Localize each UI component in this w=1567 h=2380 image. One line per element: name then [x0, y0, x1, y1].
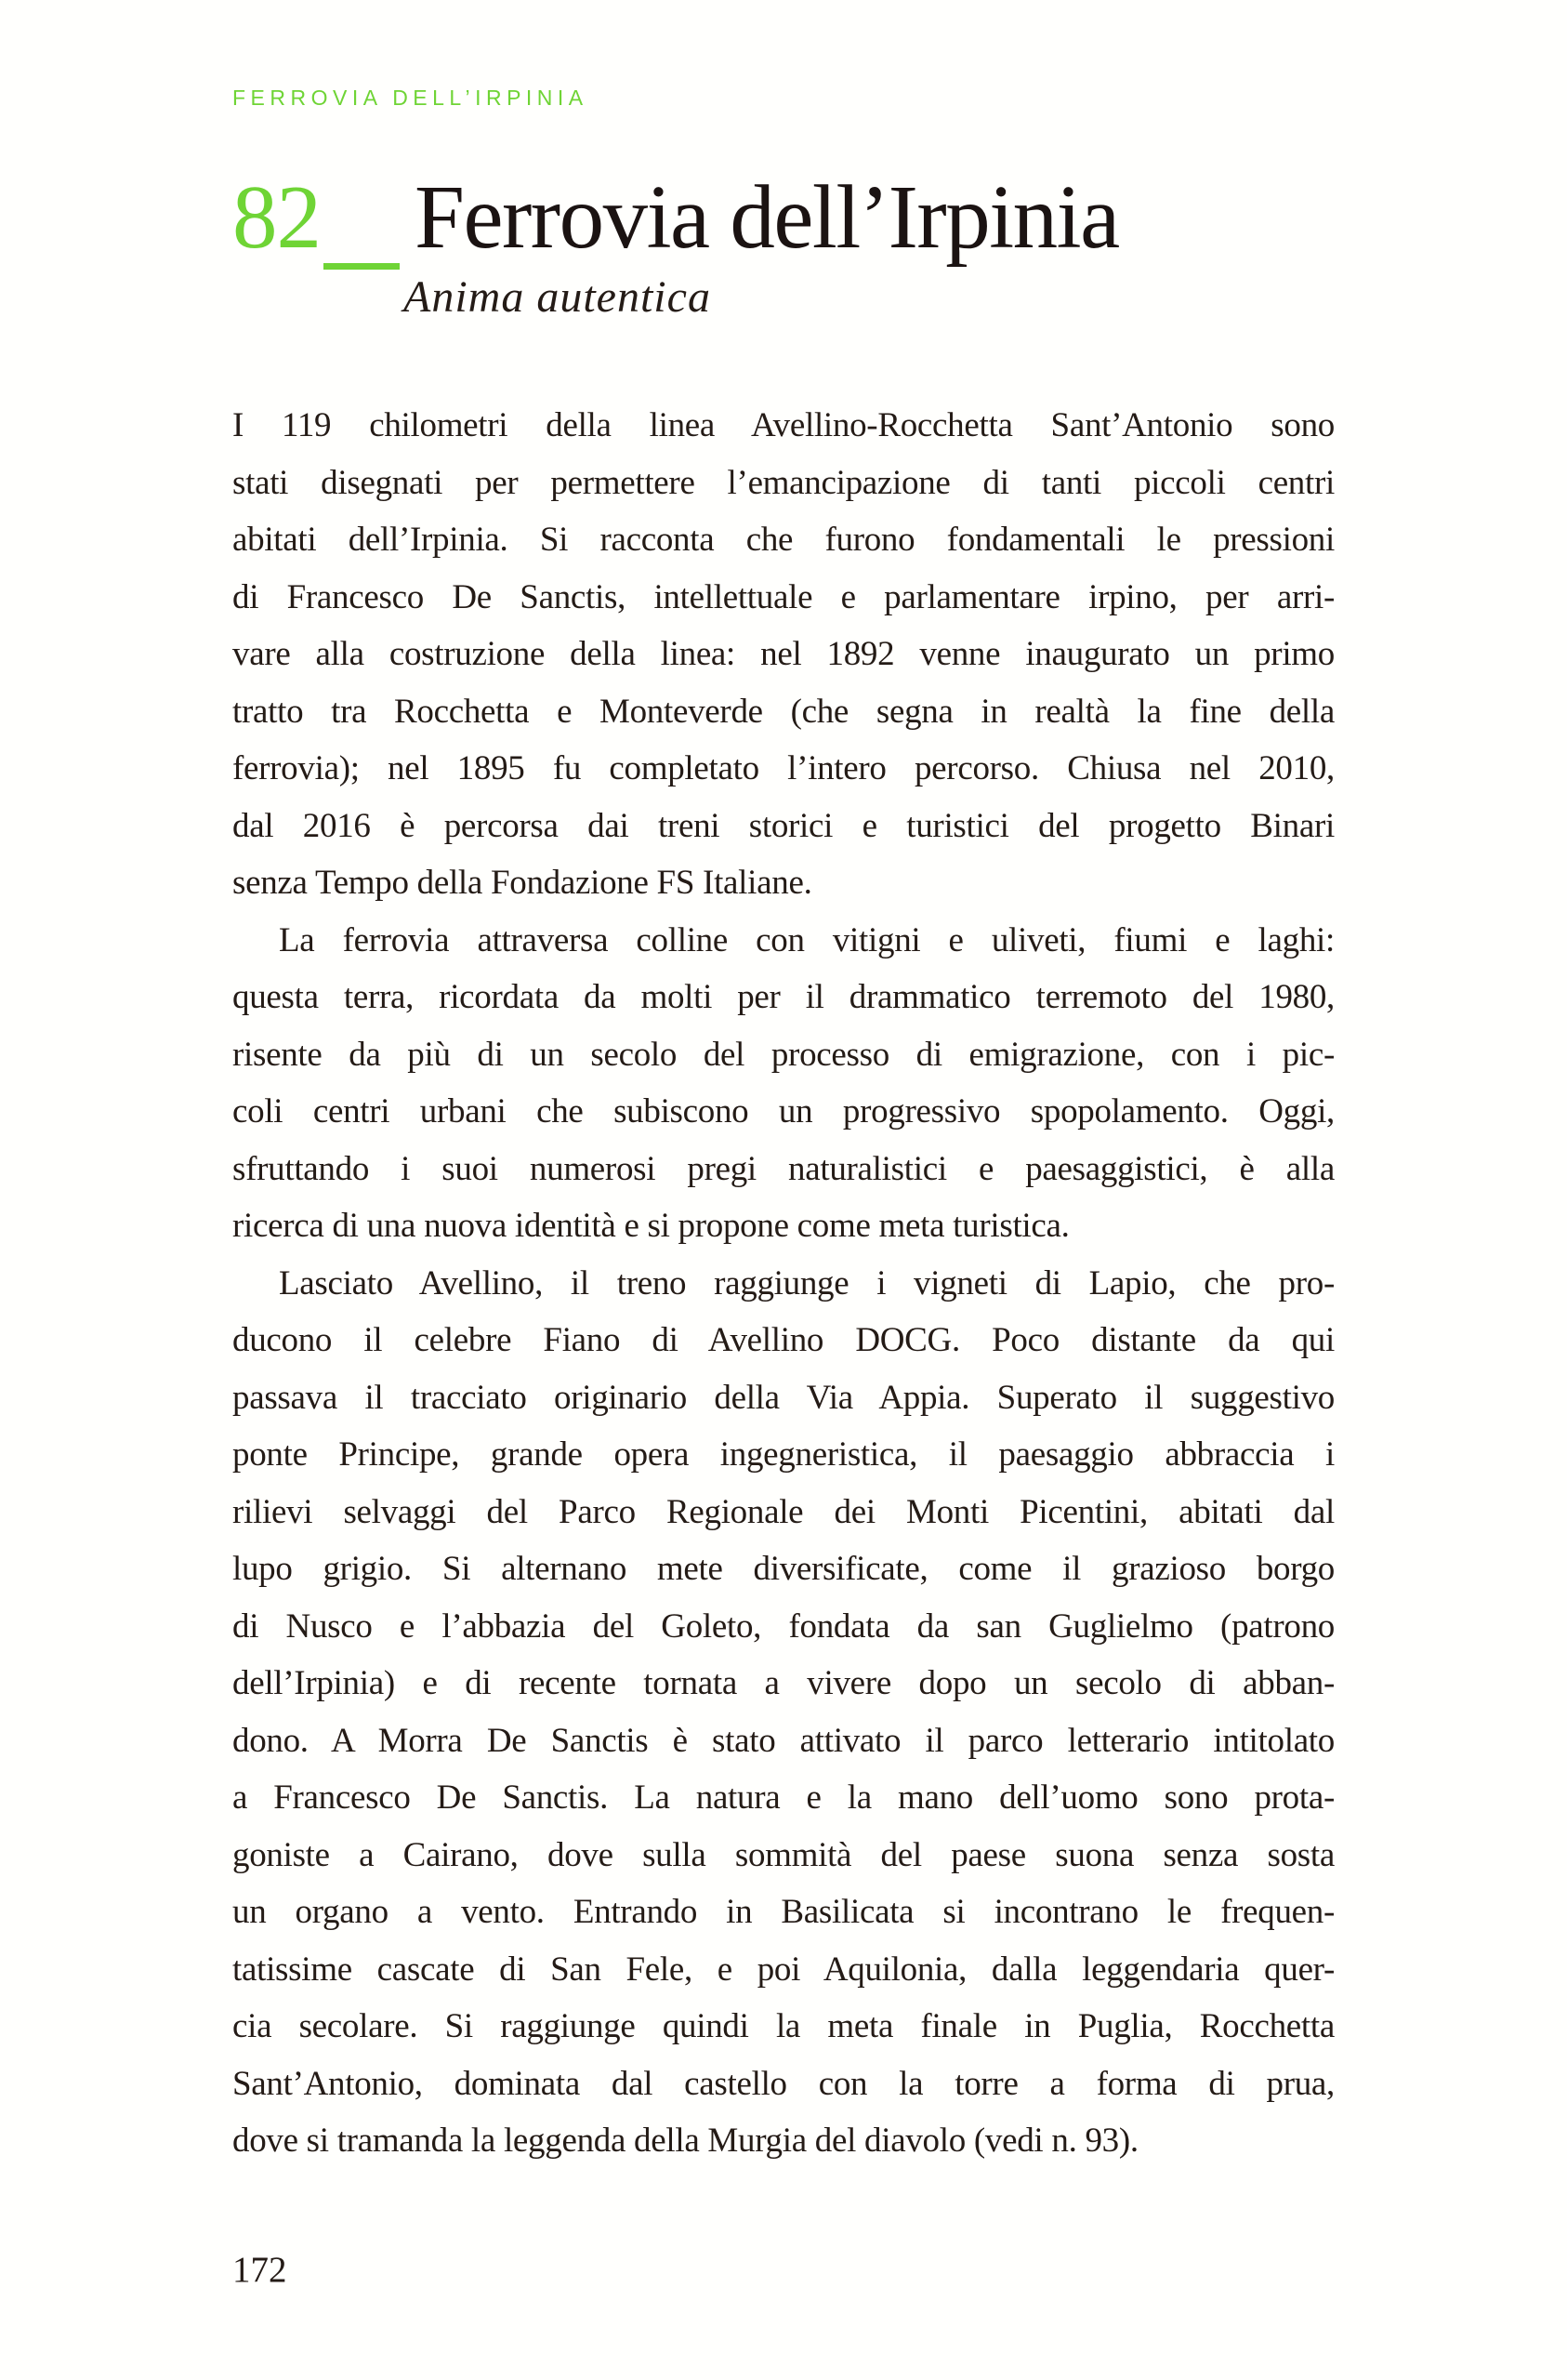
- chapter-number: 82: [232, 167, 321, 267]
- text-line: dal 2016 è percorsa dai treni storici e turistici del progetto Binari: [232, 806, 1335, 845]
- chapter-subtitle: Anima autentica: [403, 272, 711, 322]
- text-line: lupo grigio. Si alternano mete diversificate, come il grazioso borgo: [232, 1550, 1335, 1588]
- text-line: goniste a Cairano, dove sulla sommità del paese suona senza sosta: [232, 1835, 1335, 1874]
- text-line: sfruttando i suoi numerosi pregi naturalistici e paesaggistici, è alla: [232, 1149, 1335, 1188]
- text-line: ducono il celebre Fiano di Avellino DOCG. Poco distante da qui: [232, 1321, 1335, 1359]
- text-line: vare alla costruzione della linea: nel 1892 venne inaugurato un primo: [232, 635, 1335, 673]
- chapter-title-text: Ferrovia dell’Irpinia: [415, 167, 1119, 267]
- chapter-title: [232, 167, 1119, 267]
- text-line: di Nusco e l’abbazia del Goleto, fondata da san Guglielmo (patrono: [232, 1606, 1335, 1646]
- text-line: ferrovia); nel 1895 fu completato l’intero percorso. Chiusa nel 2010,: [232, 749, 1335, 787]
- running-header: FERROVIA DELL’IRPINIA: [232, 86, 588, 110]
- text-line: dell’Irpinia) e di recente tornata a vivere dopo un secolo di abban-: [232, 1664, 1335, 1702]
- text-line: I 119 chilometri della linea Avellino-Rocchetta Sant’Antonio sono: [232, 406, 1335, 444]
- text-line: ricerca di una nuova identità e si propone come meta turistica.: [232, 1207, 1070, 1245]
- text-line: abitati dell’Irpinia. Si racconta che furono fondamentali le pressioni: [232, 521, 1335, 559]
- text-line: questa terra, ricordata da molti per il drammatico terremoto del 1980,: [232, 978, 1335, 1016]
- page-number: 172: [232, 2250, 287, 2290]
- text-line: rilievi selvaggi del Parco Regionale dei Monti Picentini, abitati dal: [232, 1492, 1335, 1531]
- text-line: Lasciato Avellino, il treno raggiunge i vigneti di Lapio, che pro-: [279, 1263, 1335, 1302]
- text-line: senza Tempo della Fondazione FS Italiane.: [232, 864, 812, 902]
- text-line: cia secolare. Si raggiunge quindi la meta finale in Puglia, Rocchetta: [232, 2007, 1335, 2045]
- text-line: di Francesco De Sanctis, intellettuale e parlamentare irpino, per arri-: [232, 577, 1335, 616]
- body-text: [232, 397, 1335, 2170]
- text-line: Sant’Antonio, dominata dal castello con la torre a forma di prua,: [232, 2064, 1335, 2103]
- text-line: ponte Principe, grande opera ingegneristica, il paesaggio abbraccia i: [232, 1435, 1335, 1474]
- text-line: dono. A Morra De Sanctis è stato attivato il parco letterario intitolato: [232, 1721, 1335, 1760]
- text-line: un organo a vento. Entrando in Basilicata si incontrano le frequen-: [232, 1893, 1335, 1931]
- text-line: tatissime cascate di San Fele, e poi Aquilonia, dalla leggendaria quer-: [232, 1950, 1335, 1989]
- text-line: stati disegnati per permettere l’emancipazione di tanti piccoli centri: [232, 463, 1335, 502]
- title-underscore-rule: [323, 263, 400, 270]
- text-line: La ferrovia attraversa colline con vitigni e uliveti, fiumi e laghi:: [279, 920, 1335, 959]
- text-line: a Francesco De Sanctis. La natura e la mano dell’uomo sono prota-: [232, 1778, 1335, 1817]
- text-line: passava il tracciato originario della Via Appia. Superato il suggestivo: [232, 1378, 1335, 1417]
- text-line: risente da più di un secolo del processo di emigrazione, con i pic-: [232, 1035, 1335, 1074]
- text-line: coli centri urbani che subiscono un progressivo spopolamento. Oggi,: [232, 1092, 1335, 1130]
- text-line: tratto tra Rocchetta e Monteverde (che segna in realtà la fine della: [232, 692, 1335, 731]
- text-line: dove si tramanda la leggenda della Murgia del diavolo (vedi n. 93).: [232, 2122, 1139, 2160]
